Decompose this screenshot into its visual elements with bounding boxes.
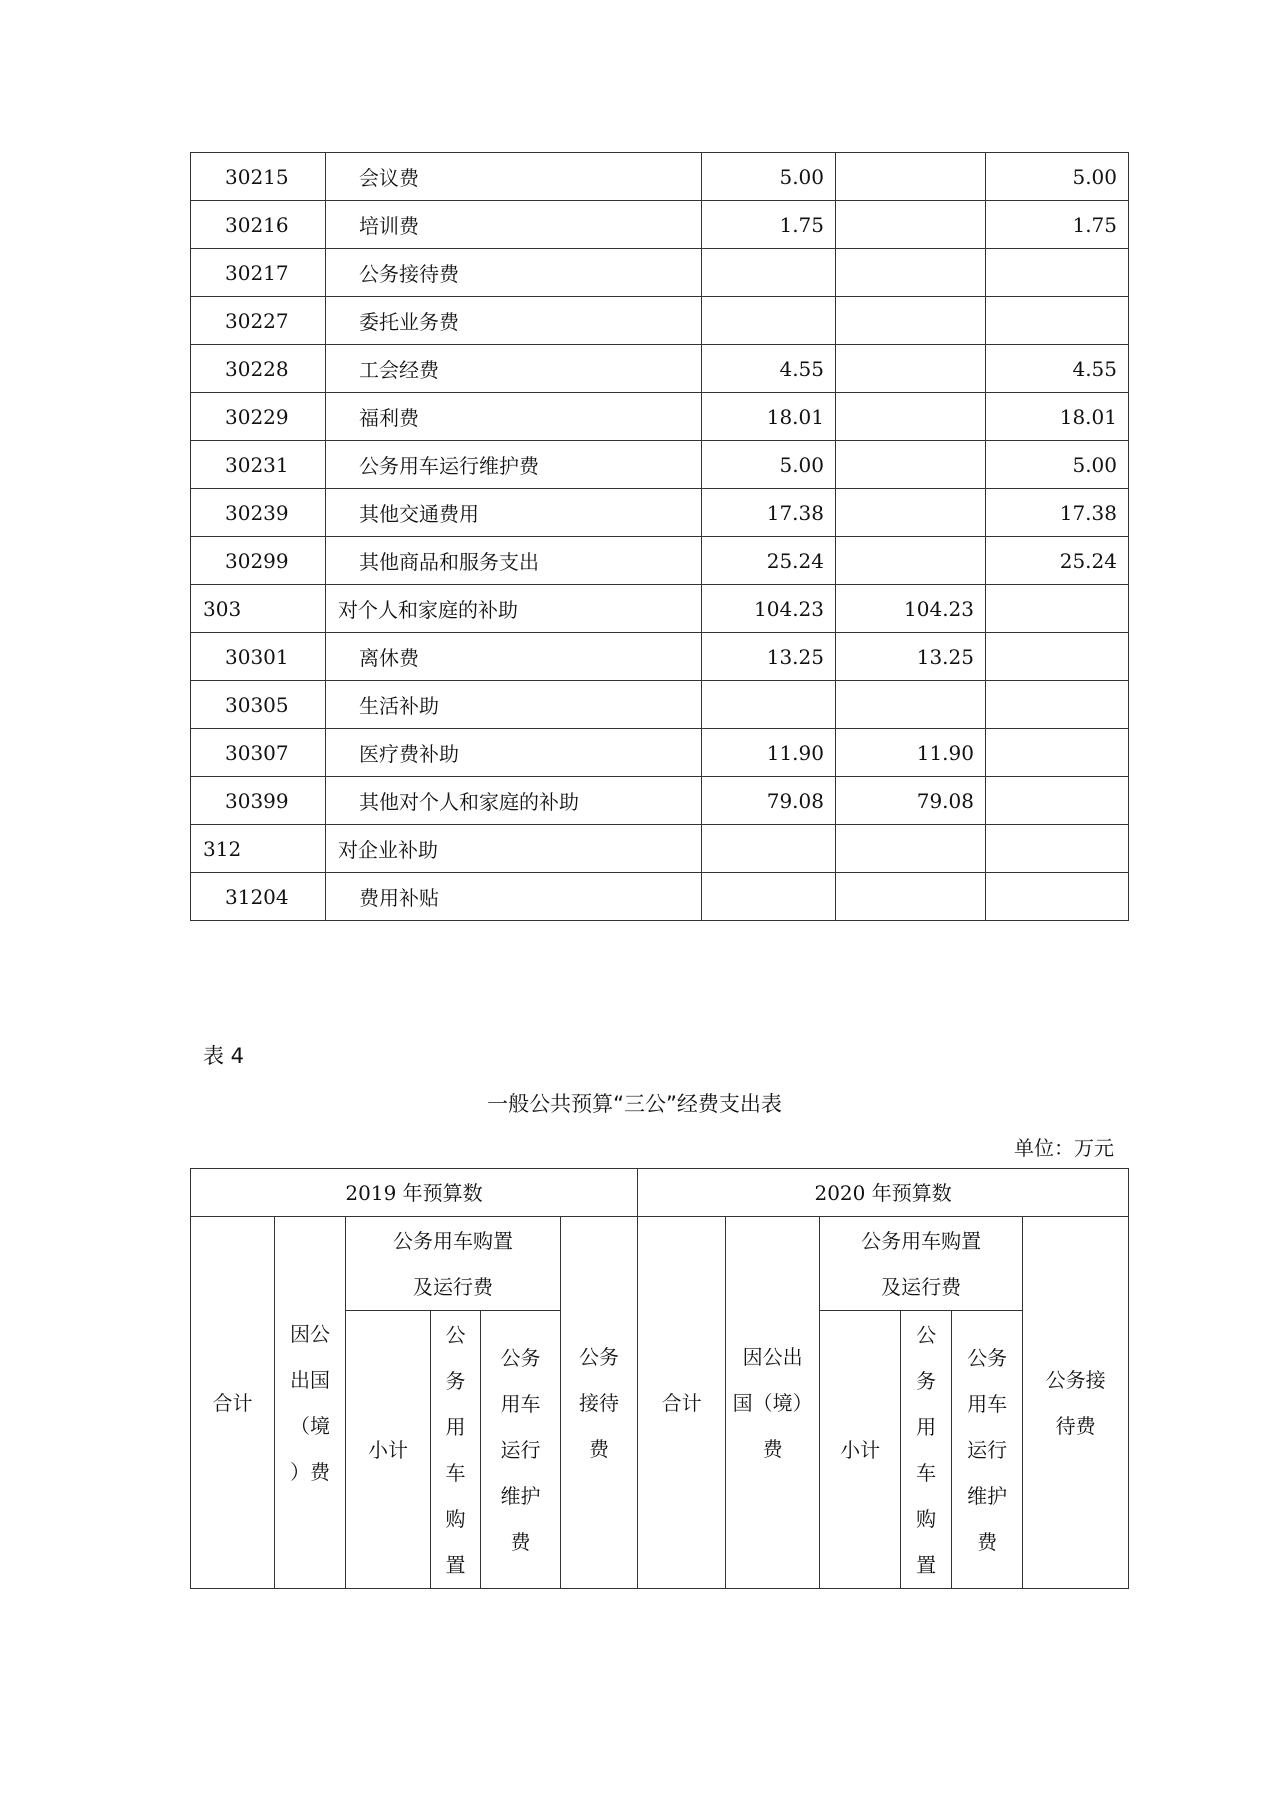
header-line: 用 [445, 1414, 466, 1439]
table-row [191, 873, 1129, 921]
row-basic [836, 297, 986, 345]
reception-2020-header [1023, 1217, 1129, 1589]
row-name: 其他对个人和家庭的补助 [326, 777, 702, 825]
car-purchase-2019-header [431, 1311, 481, 1589]
table-row [191, 297, 1129, 345]
header-line: 费 [762, 1436, 783, 1461]
table-row [191, 729, 1129, 777]
header-line: 公务 [500, 1345, 541, 1370]
row-code: 31204 [191, 873, 326, 921]
row-project: 1.75 [986, 201, 1129, 249]
row-name: 其他商品和服务支出 [326, 537, 702, 585]
row-total [702, 249, 836, 297]
table-title: 一般公共预算“三公”经费支出表 [487, 1092, 782, 1116]
table-row [191, 777, 1129, 825]
header-line: 费 [977, 1529, 998, 1554]
header-line: 公务 [967, 1345, 1008, 1370]
row-project [986, 297, 1129, 345]
row-code: 30217 [191, 249, 326, 297]
abroad-2019-header [275, 1217, 346, 1589]
header-line: 公务用车购置 [861, 1228, 982, 1253]
row-code: 30299 [191, 537, 326, 585]
row-project: 17.38 [986, 489, 1129, 537]
row-name: 生活补助 [326, 681, 702, 729]
row-code: 30301 [191, 633, 326, 681]
header-line: 公 [916, 1322, 937, 1347]
row-basic: 13.25 [836, 633, 986, 681]
header-line: 国（境） [732, 1390, 813, 1415]
table-row [191, 249, 1129, 297]
header-line: 用 [916, 1414, 937, 1439]
row-code: 30239 [191, 489, 326, 537]
row-name: 对企业补助 [326, 825, 702, 873]
row-total [702, 873, 836, 921]
row-project [986, 729, 1129, 777]
car-group-2020-header [820, 1217, 1023, 1311]
table-row [191, 489, 1129, 537]
table-row [191, 537, 1129, 585]
row-project [986, 777, 1129, 825]
year-2019-header: 2019 年预算数 [191, 1169, 638, 1217]
row-name: 工会经费 [326, 345, 702, 393]
header-line: 费 [510, 1529, 531, 1554]
three-public-expenses-table [190, 1168, 1129, 1589]
row-name: 离休费 [326, 633, 702, 681]
header-line: 车 [445, 1460, 466, 1485]
header-line: 用车 [967, 1391, 1008, 1416]
row-basic [836, 489, 986, 537]
row-total: 104.23 [702, 585, 836, 633]
row-total: 25.24 [702, 537, 836, 585]
row-total [702, 297, 836, 345]
row-project: 5.00 [986, 441, 1129, 489]
subtotal-2019-header: 小计 [346, 1311, 431, 1589]
row-basic [836, 153, 986, 201]
row-total [702, 825, 836, 873]
header-line: 购 [445, 1506, 466, 1531]
header-line: 维护 [500, 1483, 541, 1508]
car-group-2019-header [346, 1217, 561, 1311]
year-2020-header: 2020 年预算数 [638, 1169, 1129, 1217]
car-maint-2020-header [952, 1311, 1023, 1589]
row-code: 30228 [191, 345, 326, 393]
header-line: 及运行费 [413, 1274, 493, 1299]
row-project [986, 825, 1129, 873]
row-code: 30215 [191, 153, 326, 201]
row-basic [836, 201, 986, 249]
abroad-2020-header [726, 1217, 820, 1589]
row-code: 312 [191, 825, 326, 873]
row-basic: 104.23 [836, 585, 986, 633]
header-line: 运行 [967, 1437, 1008, 1462]
row-code: 30305 [191, 681, 326, 729]
row-total: 13.25 [702, 633, 836, 681]
row-total: 4.55 [702, 345, 836, 393]
row-project [986, 873, 1129, 921]
row-project: 5.00 [986, 153, 1129, 201]
table-row [191, 441, 1129, 489]
row-project [986, 681, 1129, 729]
row-basic [836, 393, 986, 441]
row-basic [836, 681, 986, 729]
header-line: 车 [916, 1460, 937, 1485]
header-line: （境 [290, 1413, 330, 1438]
row-project [986, 249, 1129, 297]
total-2019-header: 合计 [191, 1217, 275, 1589]
row-basic: 79.08 [836, 777, 986, 825]
header-line: 用车 [500, 1391, 541, 1416]
row-project [986, 585, 1129, 633]
row-code: 30229 [191, 393, 326, 441]
row-total: 5.00 [702, 153, 836, 201]
header-line: 务 [445, 1368, 466, 1393]
table-row [191, 585, 1129, 633]
header-line: 公务接 [1045, 1367, 1106, 1392]
header-line: 购 [916, 1506, 937, 1531]
header-line: 置 [445, 1552, 466, 1577]
row-name: 对个人和家庭的补助 [326, 585, 702, 633]
header-line: 及运行费 [881, 1274, 962, 1299]
row-name: 公务接待费 [326, 249, 702, 297]
row-basic [836, 249, 986, 297]
row-total: 18.01 [702, 393, 836, 441]
header-line: 运行 [500, 1437, 541, 1462]
row-name: 福利费 [326, 393, 702, 441]
row-code: 30399 [191, 777, 326, 825]
row-code: 30227 [191, 297, 326, 345]
row-total [702, 681, 836, 729]
header-line: 因公 [290, 1321, 330, 1346]
row-project [986, 633, 1129, 681]
row-code: 30216 [191, 201, 326, 249]
row-basic: 11.90 [836, 729, 986, 777]
row-basic [836, 873, 986, 921]
subtotal-2020-header: 小计 [820, 1311, 901, 1589]
table-row [191, 633, 1129, 681]
row-code: 30307 [191, 729, 326, 777]
header-line: 费 [589, 1436, 610, 1461]
header-line: 因公出 [742, 1344, 803, 1369]
row-basic [836, 825, 986, 873]
header-line: 置 [916, 1552, 937, 1577]
total-2020-header: 合计 [638, 1217, 726, 1589]
header-line: 公 [445, 1322, 466, 1347]
table-row [191, 825, 1129, 873]
header-line: 待费 [1055, 1413, 1096, 1438]
row-project: 18.01 [986, 393, 1129, 441]
car-purchase-2020-header [901, 1311, 952, 1589]
car-maint-2019-header [481, 1311, 561, 1589]
row-name: 培训费 [326, 201, 702, 249]
row-total: 17.38 [702, 489, 836, 537]
row-project: 4.55 [986, 345, 1129, 393]
header-line: 维护 [967, 1483, 1008, 1508]
row-total: 11.90 [702, 729, 836, 777]
row-name: 会议费 [326, 153, 702, 201]
row-total: 1.75 [702, 201, 836, 249]
header-line: 务 [916, 1368, 937, 1393]
row-name: 费用补贴 [326, 873, 702, 921]
table-row [191, 345, 1129, 393]
row-project: 25.24 [986, 537, 1129, 585]
header-line: 接待 [579, 1390, 620, 1415]
row-code: 30231 [191, 441, 326, 489]
header-line: 公务 [579, 1344, 620, 1369]
table-row [191, 393, 1129, 441]
row-basic [836, 537, 986, 585]
reception-2019-header [561, 1217, 638, 1589]
row-total: 5.00 [702, 441, 836, 489]
table-row [191, 201, 1129, 249]
header-line: 出国 [290, 1367, 330, 1392]
row-name: 其他交通费用 [326, 489, 702, 537]
row-code: 303 [191, 585, 326, 633]
row-basic [836, 441, 986, 489]
row-total: 79.08 [702, 777, 836, 825]
expense-items-table [190, 152, 1129, 921]
expense-items-body [191, 153, 1129, 921]
row-name: 公务用车运行维护费 [326, 441, 702, 489]
table-row [191, 681, 1129, 729]
table-row [191, 153, 1129, 201]
row-name: 医疗费补助 [326, 729, 702, 777]
header-line: 公务用车购置 [393, 1228, 513, 1253]
row-name: 委托业务费 [326, 297, 702, 345]
unit-label: 单位：万元 [1014, 1136, 1114, 1160]
table-number: 表 4 [203, 1044, 245, 1068]
header-line: ）费 [290, 1459, 330, 1484]
row-basic [836, 345, 986, 393]
